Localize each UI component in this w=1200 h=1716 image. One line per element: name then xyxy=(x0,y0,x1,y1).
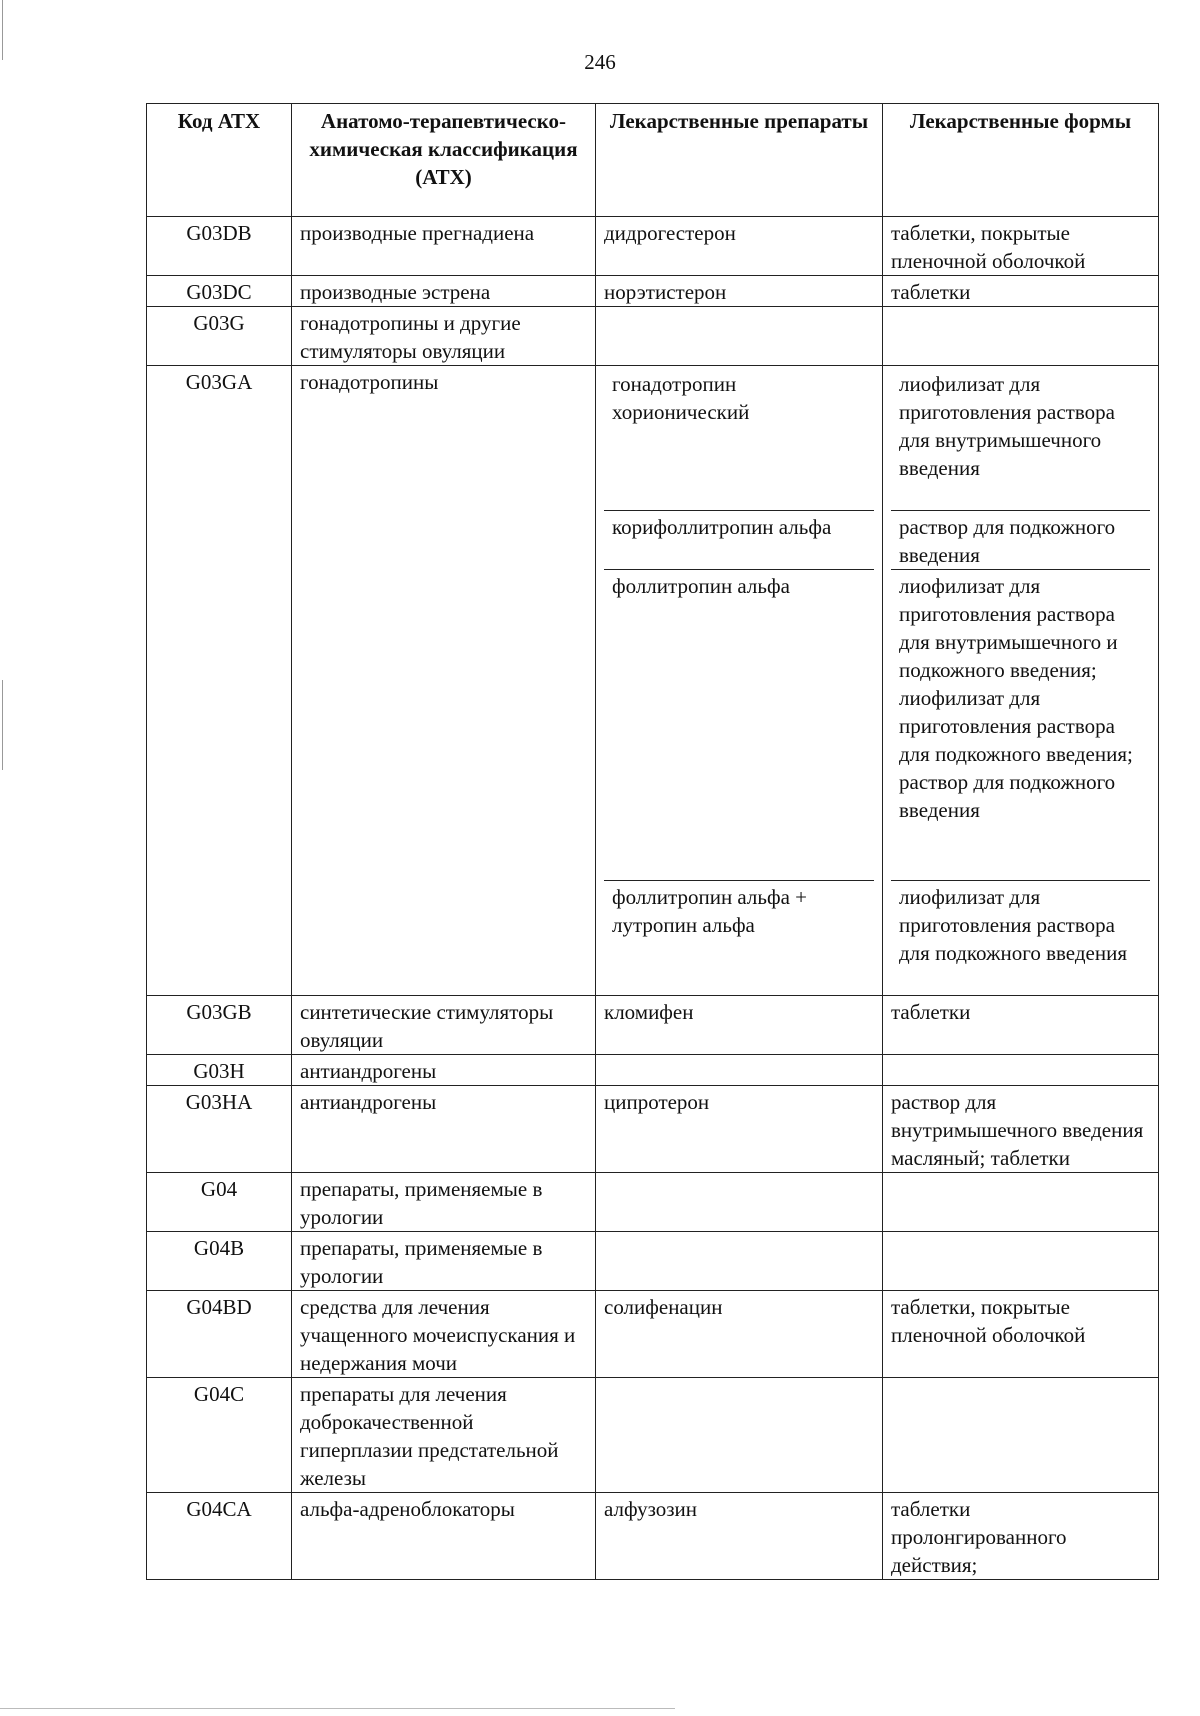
drug-name xyxy=(596,1232,883,1291)
dosage-form xyxy=(883,1378,1159,1493)
atc-name: препараты, применяемые в урологии xyxy=(292,1173,596,1232)
dosage-form xyxy=(883,1055,1159,1086)
atc-code: G03DC xyxy=(147,276,292,307)
dosage-form: раствор для подкожного введения xyxy=(891,511,1150,570)
atc-code: G03GB xyxy=(147,996,292,1055)
scan-bottom-line xyxy=(0,1708,675,1709)
table-row xyxy=(147,1055,1159,1086)
atc-code: G04B xyxy=(147,1232,292,1291)
dosage-form: таблетки, покрытые пленочной оболочкой xyxy=(883,217,1159,276)
table-row xyxy=(147,1173,1159,1232)
table-row xyxy=(147,217,1159,276)
drug-name xyxy=(596,1173,883,1232)
atc-table xyxy=(146,103,1159,1580)
atc-code: G03HA xyxy=(147,1086,292,1173)
page-number: 246 xyxy=(584,50,616,74)
table-row xyxy=(147,276,1159,307)
atc-code: G04CA xyxy=(147,1493,292,1580)
table-row xyxy=(147,996,1159,1055)
atc-name: гонадотропины xyxy=(292,366,596,996)
atc-code: G03DB xyxy=(147,217,292,276)
drug-name: фоллитропин альфа xyxy=(604,570,874,881)
dosage-form: лиофилизат для приготовления раствора для внутримышечного введения xyxy=(891,368,1150,511)
table-row xyxy=(147,1291,1159,1378)
atc-code: G03GA xyxy=(147,366,292,996)
atc-name: производные эстрена xyxy=(292,276,596,307)
atc-code: G04BD xyxy=(147,1291,292,1378)
atc-name: препараты для лечения доброкачественной гиперплазии предстательной железы xyxy=(292,1378,596,1493)
header-classification: Анатомо-терапевтическо-химическая классификация (АТХ) xyxy=(292,104,596,217)
atc-name: синтетические стимуляторы овуляции xyxy=(292,996,596,1055)
dosage-form: раствор для внутримышечного введения масляный; таблетки xyxy=(883,1086,1159,1173)
header-drugs: Лекарственные препараты xyxy=(596,104,883,217)
atc-name: гонадотропины и другие стимуляторы овуляции xyxy=(292,307,596,366)
dosage-form xyxy=(883,1232,1159,1291)
dosage-form: таблетки xyxy=(883,276,1159,307)
atc-name: препараты, применяемые в урологии xyxy=(292,1232,596,1291)
dosage-form: лиофилизат для приготовления раствора для подкожного введения xyxy=(899,885,1127,965)
header-forms: Лекарственные формы xyxy=(883,104,1159,217)
drug-name xyxy=(596,307,883,366)
drug-name: гонадотропин хорионический xyxy=(604,368,874,511)
table-row xyxy=(147,1232,1159,1291)
atc-name: антиандрогены xyxy=(292,1086,596,1173)
header-row xyxy=(147,104,1159,217)
atc-name: средства для лечения учащенного мочеиспускания и недержания мочи xyxy=(292,1291,596,1378)
drug-name: алфузозин xyxy=(596,1493,883,1580)
table-row xyxy=(147,1086,1159,1173)
dosage-form: таблетки, покрытые пленочной оболочкой xyxy=(883,1291,1159,1378)
atc-name: производные прегнадиена xyxy=(292,217,596,276)
dosage-form: лиофилизат для приготовления раствора для внутримышечного и подкожного введения; лиофилизат для приготовления раствора для подкожного введения; раствор для подкожного введения xyxy=(891,570,1150,881)
form-list xyxy=(883,366,1159,996)
atc-code: G04C xyxy=(147,1378,292,1493)
dosage-form: таблетки xyxy=(883,996,1159,1055)
scan-edge-mark xyxy=(2,680,3,770)
drug-name: корифоллитропин альфа xyxy=(604,511,874,570)
dosage-form xyxy=(883,1173,1159,1232)
header-code: Код АТХ xyxy=(147,104,292,217)
dosage-form xyxy=(883,307,1159,366)
drug-name: кломифен xyxy=(596,996,883,1055)
table-row xyxy=(147,1493,1159,1580)
dosage-form: таблетки пролонгированного действия; xyxy=(883,1493,1159,1580)
drug-name: солифенацин xyxy=(596,1291,883,1378)
drug-name: фоллитропин альфа + лутропин альфа xyxy=(612,885,808,937)
drug-name: дидрогестерон xyxy=(596,217,883,276)
drug-name xyxy=(596,1378,883,1493)
drug-name: норэтистерон xyxy=(596,276,883,307)
atc-name: альфа-адреноблокаторы xyxy=(292,1493,596,1580)
drug-name xyxy=(596,1055,883,1086)
atc-code: G03H xyxy=(147,1055,292,1086)
drug-name: ципротерон xyxy=(596,1086,883,1173)
atc-name: антиандрогены xyxy=(292,1055,596,1086)
table-row xyxy=(147,1378,1159,1493)
table-row xyxy=(147,307,1159,366)
atc-code: G04 xyxy=(147,1173,292,1232)
atc-code: G03G xyxy=(147,307,292,366)
table-row xyxy=(147,366,1159,996)
drug-list xyxy=(596,366,883,996)
